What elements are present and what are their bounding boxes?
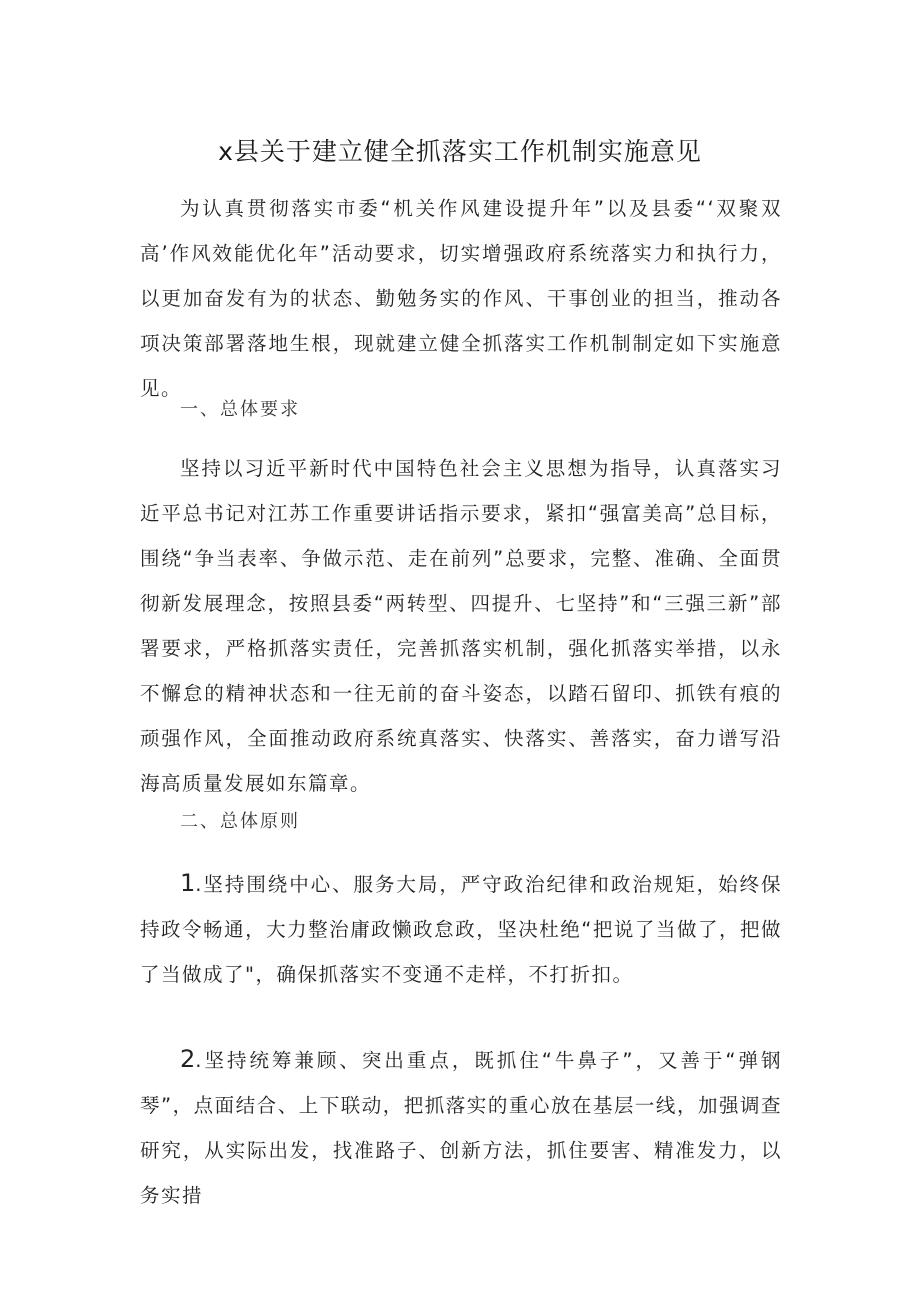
principle-item-1-text: .坚持围绕中心、服务大局，严守政治纪律和政治规矩，始终保持政令畅通，大力整治庸政懒政怠政，坚决杜绝“把说了当做了，把做了当做成了"，确保抓落实不变通不走样，不打折扣。 [140,873,782,986]
document-title: x县关于建立健全抓落实工作机制实施意见 [218,137,702,166]
principle-item-2 [140,1037,782,1218]
principle-item-2-number: 2 [180,1045,196,1073]
principle-item-1-number: 1 [180,869,196,897]
section-heading-general-requirements: 一、总体要求 [180,399,300,420]
principle-item-2-text: .坚持统筹兼顾、突出重点，既抓住“牛鼻子”，又善于“弹钢琴”，点面结合、上下联动，把抓落实的重心放在基层一线，加强调查研究，从实际出发，找准路子、创新方法，抓住要害、精准发力，以务实措 [140,1049,782,1207]
section-heading-general-principles: 二、总体原则 [180,811,300,832]
intro-paragraph: 为认真贯彻落实市委“机关作风建设提升年”以及县委“‘双聚双高’作风效能优化年”活动要求，切实增强政府系统落实力和执行力，以更加奋发有为的状态、勤勉务实的作风、干事创业的担当，推动各项决策部署落地生根，现就建立健全抓落实工作机制制定如下实施意见。 [140,197,782,400]
general-requirements-paragraph: 坚持以习近平新时代中国特色社会主义思想为指导，认真落实习近平总书记对江苏工作重要讲话指示要求，紧扣“强富美高”总目标，围绕“争当表率、争做示范、走在前列”总要求，完整、准确、全面贯彻新发展理念，按照县委“两转型、四提升、七坚持”和“三强三新”部署要求，严格抓落实责任，完善抓落实机制，强化抓落实举措，以永不懈怠的精神状态和一往无前的奋斗姿态，以踏石留印、抓铁有痕的顽强作风，全面推动政府系统真落实、快落实、善落实，奋力谱写沿海高质量发展如东篇章。 [140,457,782,795]
principle-item-1 [140,861,782,997]
